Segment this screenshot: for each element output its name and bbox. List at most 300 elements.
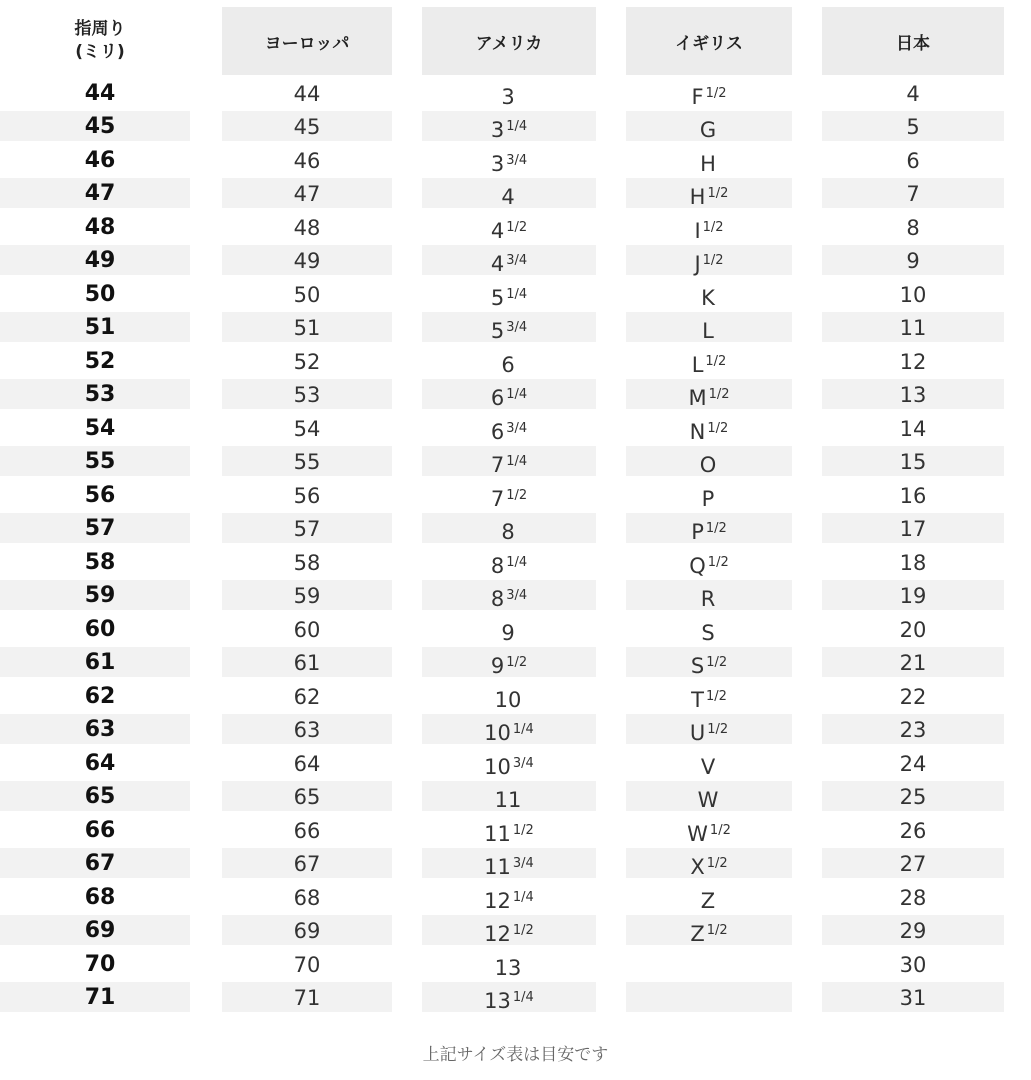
- cell-europe: [200, 813, 400, 847]
- cell-uk-value: X: [690, 855, 705, 880]
- cell-europe-value: 46: [293, 148, 321, 173]
- cell-mm-value: 55: [84, 449, 116, 475]
- cell-japan-value: 8: [906, 215, 920, 240]
- cell-america: [400, 478, 604, 512]
- table-row: [0, 110, 1012, 144]
- cell-america-value: 13: [484, 989, 511, 1014]
- cell-japan-value: 12: [899, 349, 927, 374]
- cell-uk-value: L: [702, 319, 714, 344]
- cell-mm: [0, 713, 200, 747]
- table-row: [0, 780, 1012, 814]
- cell-uk-value: M: [688, 386, 707, 411]
- table-row: [0, 813, 1012, 847]
- table-row: [0, 545, 1012, 579]
- cell-uk-value: P: [691, 520, 704, 545]
- cell-mm-value: 48: [84, 214, 116, 240]
- table-row: [0, 646, 1012, 680]
- cell-mm-value: 49: [84, 248, 116, 274]
- cell-japan: [800, 110, 1012, 144]
- cell-mm: [0, 981, 200, 1015]
- cell-uk: [604, 713, 800, 747]
- cell-america-value: 11: [494, 788, 522, 813]
- cell-america-value: 12: [484, 888, 511, 913]
- cell-mm-value: 65: [84, 784, 116, 810]
- cell-america: [400, 914, 604, 948]
- cell-europe-value: 61: [293, 651, 321, 676]
- cell-america: [400, 981, 604, 1015]
- cell-america: [400, 780, 604, 814]
- cell-uk-value: L: [691, 352, 704, 377]
- cell-mm-value: 51: [84, 315, 116, 341]
- cell-uk: [604, 277, 800, 311]
- cell-japan-value: 24: [899, 751, 927, 776]
- cell-mm-value: 70: [84, 951, 116, 977]
- cell-japan: [800, 914, 1012, 948]
- cell-japan: [800, 847, 1012, 881]
- cell-europe-value: 55: [293, 450, 321, 475]
- cell-europe-value: 54: [293, 416, 321, 441]
- cell-uk: [604, 344, 800, 378]
- cell-japan: [800, 244, 1012, 278]
- cell-america: [400, 579, 604, 613]
- cell-uk-value: T: [691, 687, 704, 712]
- table-row: [0, 378, 1012, 412]
- cell-uk-value: Z: [690, 922, 705, 947]
- cell-america: [400, 746, 604, 780]
- cell-uk: [604, 478, 800, 512]
- table-row: [0, 847, 1012, 881]
- cell-uk: [604, 244, 800, 278]
- cell-uk: [604, 512, 800, 546]
- cell-uk-value: V: [700, 754, 716, 779]
- cell-mm-value: 45: [84, 114, 116, 140]
- cell-uk: [604, 914, 800, 948]
- cell-japan: [800, 545, 1012, 579]
- table-row: [0, 445, 1012, 479]
- cell-japan-value: 22: [899, 684, 927, 709]
- cell-uk: [604, 981, 800, 1015]
- cell-japan: [800, 344, 1012, 378]
- cell-uk-value: G: [699, 118, 717, 143]
- cell-europe: [200, 478, 400, 512]
- cell-japan-value: 4: [906, 81, 920, 106]
- cell-uk: [604, 411, 800, 445]
- cell-japan: [800, 478, 1012, 512]
- cell-europe-value: 64: [293, 751, 321, 776]
- cell-europe: [200, 378, 400, 412]
- cell-uk: [604, 445, 800, 479]
- cell-uk: [604, 612, 800, 646]
- header-row: [0, 6, 1012, 76]
- cell-america: [400, 713, 604, 747]
- cell-europe-value: 63: [293, 718, 321, 743]
- cell-mm-value: 61: [84, 650, 116, 676]
- cell-europe-value: 60: [293, 617, 321, 642]
- cell-uk-fraction: 1/2: [702, 253, 724, 269]
- cell-america-value: 3: [501, 84, 515, 109]
- cell-mm-value: 59: [84, 583, 116, 609]
- cell-europe-value: 65: [293, 785, 321, 810]
- cell-japan-value: 19: [899, 584, 927, 609]
- cell-uk-value: O: [699, 453, 717, 478]
- cell-japan: [800, 277, 1012, 311]
- cell-mm-value: 53: [84, 382, 116, 408]
- cell-america-value: 4: [490, 218, 505, 243]
- cell-mm: [0, 478, 200, 512]
- cell-america-fraction: 1/2: [512, 822, 534, 838]
- cell-america-fraction: 1/4: [506, 554, 528, 570]
- cell-uk: [604, 646, 800, 680]
- cell-uk: [604, 579, 800, 613]
- cell-america: [400, 512, 604, 546]
- header-uk: イギリス: [604, 6, 800, 76]
- cell-mm-value: 54: [84, 415, 116, 441]
- cell-europe: [200, 780, 400, 814]
- cell-america: [400, 445, 604, 479]
- table-row: [0, 713, 1012, 747]
- cell-japan: [800, 177, 1012, 211]
- cell-mm-value: 67: [84, 851, 116, 877]
- cell-america-value: 8: [490, 587, 505, 612]
- cell-america: [400, 210, 604, 244]
- cell-japan-value: 10: [899, 282, 927, 307]
- cell-mm: [0, 378, 200, 412]
- cell-america-fraction: 1/4: [512, 990, 534, 1006]
- cell-europe: [200, 947, 400, 981]
- cell-uk: [604, 545, 800, 579]
- cell-europe-value: 70: [293, 952, 321, 977]
- cell-mm-value: 47: [84, 181, 116, 207]
- cell-america-value: 13: [494, 955, 522, 980]
- cell-america-value: 9: [501, 620, 515, 645]
- cell-europe-value: 67: [293, 852, 321, 877]
- cell-mm: [0, 76, 200, 110]
- table-row: [0, 914, 1012, 948]
- cell-japan-value: 5: [906, 115, 920, 140]
- cell-europe: [200, 244, 400, 278]
- header-america: アメリカ: [400, 6, 604, 76]
- cell-japan-value: 27: [899, 852, 927, 877]
- cell-america-value: 12: [484, 922, 511, 947]
- cell-uk-value: I: [694, 218, 701, 243]
- cell-japan-value: 16: [899, 483, 927, 508]
- cell-uk-fraction: 1/2: [706, 923, 728, 939]
- cell-mm: [0, 277, 200, 311]
- cell-europe-value: 57: [293, 517, 321, 542]
- cell-japan: [800, 378, 1012, 412]
- cell-europe-value: 50: [293, 282, 321, 307]
- cell-mm-value: 58: [84, 549, 116, 575]
- table-row: [0, 679, 1012, 713]
- cell-japan: [800, 880, 1012, 914]
- cell-america-fraction: 3/4: [506, 253, 528, 269]
- cell-mm: [0, 110, 200, 144]
- cell-japan-value: 25: [899, 785, 927, 810]
- header-europe: ヨーロッパ: [200, 6, 400, 76]
- cell-america-value: 3: [490, 118, 505, 143]
- cell-europe: [200, 277, 400, 311]
- cell-japan: [800, 612, 1012, 646]
- cell-uk: [604, 813, 800, 847]
- table-row: [0, 947, 1012, 981]
- cell-america-fraction: 3/4: [512, 856, 534, 872]
- cell-japan-value: 9: [906, 249, 920, 274]
- cell-mm-value: 57: [84, 516, 116, 542]
- cell-america-fraction: 1/4: [512, 889, 534, 905]
- cell-uk-value: W: [697, 788, 719, 813]
- cell-europe: [200, 512, 400, 546]
- cell-america-fraction: 1/2: [506, 219, 528, 235]
- cell-europe: [200, 713, 400, 747]
- cell-america-fraction: 3/4: [506, 588, 528, 604]
- table-row: [0, 478, 1012, 512]
- cell-america-value: 6: [490, 419, 505, 444]
- cell-america: [400, 679, 604, 713]
- cell-uk-value: W: [687, 821, 708, 846]
- cell-europe: [200, 445, 400, 479]
- table-row: [0, 746, 1012, 780]
- cell-america-fraction: 1/4: [506, 119, 528, 135]
- cell-japan: [800, 210, 1012, 244]
- cell-japan-value: 15: [899, 450, 927, 475]
- cell-mm: [0, 880, 200, 914]
- table-row: [0, 76, 1012, 110]
- cell-uk-fraction: 1/2: [705, 85, 727, 101]
- cell-america: [400, 847, 604, 881]
- cell-uk: [604, 780, 800, 814]
- cell-uk: [604, 143, 800, 177]
- cell-america-value: 5: [490, 319, 505, 344]
- cell-europe-value: 71: [293, 986, 321, 1011]
- cell-uk-fraction: 1/2: [705, 521, 727, 537]
- cell-europe: [200, 679, 400, 713]
- cell-uk-fraction: 1/2: [707, 554, 729, 570]
- cell-europe: [200, 344, 400, 378]
- cell-uk-fraction: 1/2: [709, 822, 731, 838]
- cell-america: [400, 277, 604, 311]
- cell-uk: [604, 880, 800, 914]
- cell-japan-value: 31: [899, 986, 927, 1011]
- cell-europe: [200, 914, 400, 948]
- cell-europe: [200, 880, 400, 914]
- cell-japan-value: 18: [899, 550, 927, 575]
- cell-mm-value: 56: [84, 482, 116, 508]
- cell-europe-value: 47: [293, 182, 321, 207]
- cell-america: [400, 143, 604, 177]
- cell-uk-fraction: 1/2: [705, 353, 727, 369]
- cell-america-fraction: 3/4: [506, 320, 528, 336]
- cell-japan-value: 23: [899, 718, 927, 743]
- cell-america-value: 8: [501, 520, 515, 545]
- cell-uk: [604, 177, 800, 211]
- cell-japan: [800, 746, 1012, 780]
- table-row: [0, 880, 1012, 914]
- cell-japan: [800, 411, 1012, 445]
- cell-japan-value: 28: [899, 885, 927, 910]
- cell-japan-value: 14: [899, 416, 927, 441]
- cell-mm-value: 63: [84, 717, 116, 743]
- cell-mm-value: 50: [84, 281, 116, 307]
- cell-america-fraction: 1/2: [512, 923, 534, 939]
- cell-uk: [604, 679, 800, 713]
- cell-uk-fraction: 1/2: [707, 186, 729, 202]
- cell-japan-value: 7: [906, 182, 920, 207]
- cell-japan-value: 11: [899, 316, 927, 341]
- cell-america: [400, 411, 604, 445]
- cell-america-value: 10: [494, 687, 522, 712]
- table-row: [0, 311, 1012, 345]
- cell-europe-value: 53: [293, 383, 321, 408]
- cell-uk: [604, 847, 800, 881]
- cell-mm: [0, 947, 200, 981]
- table-row: [0, 177, 1012, 211]
- cell-mm: [0, 344, 200, 378]
- cell-america-value: 5: [490, 285, 505, 310]
- cell-america: [400, 646, 604, 680]
- cell-america: [400, 545, 604, 579]
- cell-japan: [800, 445, 1012, 479]
- cell-america-value: 9: [490, 654, 505, 679]
- cell-uk-value: H: [700, 151, 716, 176]
- table-row: [0, 344, 1012, 378]
- table-row: [0, 277, 1012, 311]
- cell-america-fraction: 3/4: [506, 152, 528, 168]
- cell-uk-value: R: [700, 587, 716, 612]
- cell-mm-value: 44: [84, 80, 116, 106]
- cell-america-fraction: 1/4: [506, 286, 528, 302]
- cell-uk-value: F: [691, 84, 704, 109]
- header-japan: 日本: [800, 6, 1012, 76]
- cell-america-value: 11: [484, 821, 511, 846]
- cell-japan: [800, 76, 1012, 110]
- cell-europe-value: 58: [293, 550, 321, 575]
- cell-america-value: 7: [490, 486, 505, 511]
- cell-america: [400, 947, 604, 981]
- table-row: [0, 244, 1012, 278]
- cell-america: [400, 612, 604, 646]
- cell-america-value: 3: [490, 151, 505, 176]
- cell-japan-value: 26: [899, 818, 927, 843]
- cell-mm: [0, 746, 200, 780]
- cell-uk-value: K: [701, 285, 715, 310]
- cell-europe-value: 44: [293, 81, 321, 106]
- cell-mm: [0, 512, 200, 546]
- cell-uk-fraction: 1/2: [707, 420, 729, 436]
- cell-america-value: 6: [490, 386, 505, 411]
- cell-mm: [0, 646, 200, 680]
- cell-japan: [800, 646, 1012, 680]
- table-row: [0, 411, 1012, 445]
- cell-mm: [0, 679, 200, 713]
- cell-mm: [0, 445, 200, 479]
- cell-europe: [200, 76, 400, 110]
- cell-europe: [200, 847, 400, 881]
- cell-uk-value: N: [689, 419, 706, 444]
- cell-mm-value: 66: [84, 817, 116, 843]
- cell-europe: [200, 579, 400, 613]
- cell-uk: [604, 378, 800, 412]
- cell-europe-value: 48: [293, 215, 321, 240]
- cell-mm-value: 71: [84, 985, 116, 1011]
- cell-mm: [0, 311, 200, 345]
- cell-japan-value: 17: [899, 517, 927, 542]
- cell-uk-value: H: [689, 185, 706, 210]
- cell-uk-value: S: [690, 654, 705, 679]
- cell-america: [400, 880, 604, 914]
- cell-japan: [800, 311, 1012, 345]
- cell-america-fraction: 1/4: [506, 387, 528, 403]
- cell-uk-value: S: [701, 620, 715, 645]
- cell-uk: [604, 311, 800, 345]
- cell-america: [400, 813, 604, 847]
- cell-america: [400, 378, 604, 412]
- cell-america-value: 7: [490, 453, 505, 478]
- cell-uk-value: J: [694, 252, 701, 277]
- cell-america-fraction: 3/4: [506, 420, 528, 436]
- cell-america: [400, 244, 604, 278]
- cell-mm: [0, 210, 200, 244]
- cell-europe-value: 45: [293, 115, 321, 140]
- cell-europe: [200, 612, 400, 646]
- cell-europe: [200, 143, 400, 177]
- cell-mm-value: 60: [84, 616, 116, 642]
- cell-america-fraction: 1/4: [506, 454, 528, 470]
- table-row: [0, 579, 1012, 613]
- cell-japan-value: 20: [899, 617, 927, 642]
- cell-mm-value: 68: [84, 884, 116, 910]
- cell-america-fraction: 1/2: [506, 487, 528, 503]
- table-row: [0, 210, 1012, 244]
- cell-america-value: 11: [484, 855, 511, 880]
- cell-america-fraction: 1/4: [512, 722, 534, 738]
- cell-europe: [200, 646, 400, 680]
- cell-america-value: 10: [484, 721, 511, 746]
- table-row: [0, 143, 1012, 177]
- cell-japan: [800, 947, 1012, 981]
- header-finger-mm-label: 指周り (ミリ): [74, 19, 126, 62]
- ring-size-table: [0, 6, 1012, 1014]
- cell-uk: [604, 746, 800, 780]
- cell-mm: [0, 143, 200, 177]
- cell-japan: [800, 813, 1012, 847]
- cell-america: [400, 76, 604, 110]
- cell-mm: [0, 411, 200, 445]
- cell-america-value: 4: [490, 252, 505, 277]
- table-row: [0, 612, 1012, 646]
- cell-america-value: 4: [501, 185, 515, 210]
- cell-mm: [0, 177, 200, 211]
- cell-uk-fraction: 1/2: [708, 387, 730, 403]
- cell-uk-fraction: 1/2: [706, 655, 728, 671]
- cell-mm: [0, 612, 200, 646]
- cell-uk: [604, 947, 800, 981]
- cell-uk-value: Q: [689, 553, 706, 578]
- cell-america: [400, 311, 604, 345]
- cell-europe: [200, 311, 400, 345]
- size-note: 上記サイズ表は目安です: [422, 1045, 609, 1065]
- cell-mm: [0, 914, 200, 948]
- header-finger-mm: [0, 6, 200, 76]
- cell-japan-value: 6: [906, 148, 920, 173]
- cell-america-value: 8: [490, 553, 505, 578]
- cell-europe: [200, 545, 400, 579]
- cell-japan: [800, 579, 1012, 613]
- cell-japan-value: 30: [899, 952, 927, 977]
- cell-europe: [200, 411, 400, 445]
- table-row: [0, 981, 1012, 1015]
- cell-europe-value: 59: [293, 584, 321, 609]
- cell-mm-value: 64: [84, 750, 116, 776]
